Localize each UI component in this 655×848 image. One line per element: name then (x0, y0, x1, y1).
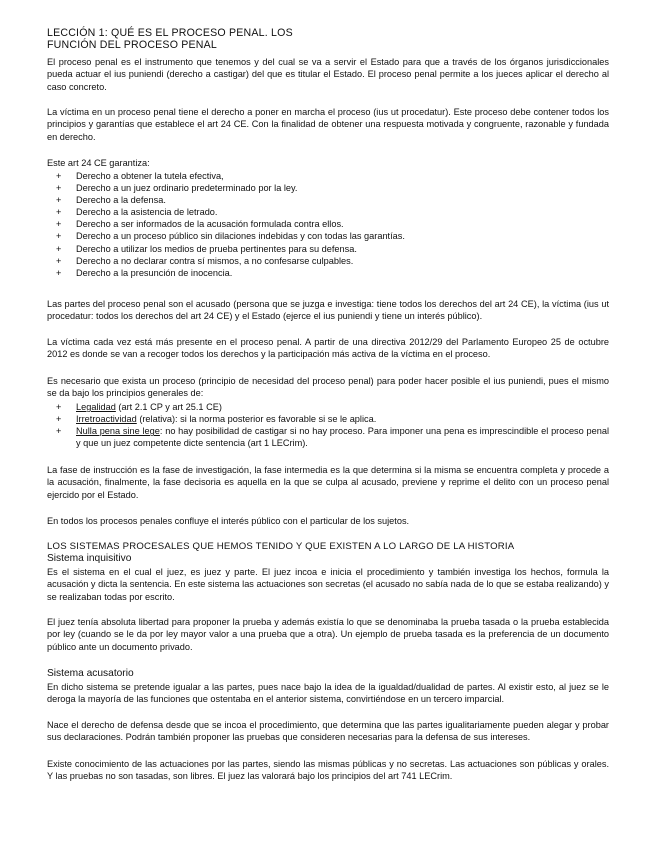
paragraph-accusatory-1: En dicho sistema se pretende igualar a las partes, pues nace bajo la idea de la igualdad/dualidad de partes. Al existir esto, al juez se le deroga la mayoría de las funciones que ostentaba en el anterior sistema, convirtiéndose en un tercero imparcial. (47, 682, 609, 705)
paragraph-accusatory-3: Existe conocimiento de las actuaciones por las partes, siendo las mismas públicas y no secretas. Las actuaciones son públicas y orales. Y las pruebas no son tasadas, son libres. El juez las valorará bajo los principios del art 741 LECrim. (47, 759, 609, 782)
paragraph-inquisitive-2: El juez tenía absoluta libertad para proponer la prueba y además existía lo que se denominaba la prueba tasada o la prueba establecida por ley (cuando se le da por ley mayor valor a una prueba que a otra). Un ejemplo de prueba tasada es la preferencia de un documento público ante un documento privado. (47, 617, 609, 652)
systems-heading: LOS SISTEMAS PROCESALES QUE HEMOS TENIDO Y QUE EXISTEN A LO LARGO DE LA HISTORIA (47, 541, 515, 552)
lesson-title-line-2: FUNCIÓN DEL PROCESO PENAL (47, 39, 218, 52)
paragraph-victim-presence: La víctima cada vez está más presente en el proceso penal. A partir de una directiva 2012/29 del Parlamento Europeo 25 de octubre 2012 es donde se van a recoger todos los derechos y la participación más activa de la víctima en el proceso. (47, 337, 609, 360)
list-item: + Derecho a ser informados de la acusación formulada contra ellos. (56, 219, 344, 230)
accusatory-title: Sistema acusatorio (47, 668, 134, 679)
principles-list (56, 401, 609, 449)
paragraph-phases: La fase de instrucción es la fase de investigación, la fase intermedia es la que determina si la misma se encuentra completa y procede a la acusación, finalmente, la fase decisoria es aquella en la que se culpa al acusado, previene y reprime el delito con un proceso penal ejercido por el Estado. (47, 465, 609, 500)
principle-term: Legalidad (76, 402, 116, 412)
list-item: + Derecho a un juez ordinario predeterminado por la ley. (56, 183, 298, 194)
list-item: + Derecho a un proceso público sin dilaciones indebidas y con todas las garantías. (56, 231, 405, 242)
list-item: + Nulla pena sine lege: no hay posibilidad de castigar si no hay proceso. Para imponer una pena es imprescindible el proceso penal y que un juez competente dicte sentencia (art 1 LECrim). (56, 426, 609, 449)
inquisitive-title: Sistema inquisitivo (47, 553, 132, 564)
principle-term: Nulla pena sine lege (76, 426, 160, 437)
paragraph-definition: El proceso penal es el instrumento que tenemos y del cual se va a servir el Estado para que a través de los órganos jurisdiccionales pueda actuar el ius puniendi (derecho a castigar) del que es titular el Estado. El proceso penal permite a los jueces aplicar el derecho al caso concreto. (47, 57, 609, 92)
paragraph-inquisitive-1: Es el sistema en el cual el juez, es juez y parte. El juez incoa e inicia el procedimiento y también investiga los hechos, formula la acusación y dicta la sentencia. En este sistema las actuaciones son secretas (el acusado no sabía nada de lo que se estaba realizando) y se realizaban todas por escrito. (47, 567, 609, 602)
list-item: + Derecho a la defensa. (56, 195, 166, 206)
bullet-icon: + (56, 414, 62, 425)
paragraph-victim-rights: La víctima en un proceso penal tiene el derecho a poner en marcha el proceso (ius ut procedatur). Este proceso debe contener todos los principios y garantías que establece el art 24 CE. Con la finalidad de obtener una respuesta motivada y congruente, razonable y fundada en derecho. (47, 107, 609, 142)
bullet-icon: + (56, 207, 62, 218)
bullet-icon: + (56, 171, 62, 181)
list-item: + Derecho a utilizar los medios de prueba pertinentes para su defensa. (56, 243, 357, 254)
list-item: + Derecho a la asistencia de letrado. (56, 207, 218, 218)
guarantees-list (56, 170, 609, 279)
bullet-icon: + (56, 402, 62, 412)
lesson-title-line-1: LECCIÓN 1: QUÉ ES EL PROCESO PENAL. LOS (47, 27, 293, 39)
list-item: + Derecho a obtener la tutela efectiva, (56, 171, 224, 181)
paragraph-necessity: Es necesario que exista un proceso (principio de necesidad del proceso penal) para poder hacer posible el ius puniendi, pues el mismo se da bajo los principios generales de: (47, 376, 609, 399)
bullet-icon: + (56, 219, 62, 230)
bullet-icon: + (56, 231, 62, 242)
paragraph-public-interest: En todos los procesos penales confluye el interés público con el particular de los sujetos. (47, 516, 410, 526)
list-item: + Derecho a no declarar contra sí mismos, a no confesarse culpables. (56, 255, 354, 266)
bullet-icon: + (56, 183, 62, 194)
list-item: + Irretroactividad (relativa): si la norma posterior es favorable si se le aplica. (56, 414, 377, 425)
list-item: + Derecho a la presunción de inocencia. (56, 267, 233, 278)
bullet-icon: + (56, 195, 62, 206)
guarantees-intro: Este art 24 CE garantiza: (47, 158, 150, 168)
paragraph-parties: Las partes del proceso penal son el acusado (persona que se juzga e investiga: tiene todos los derechos del art 24 CE), la víctima (ius ut procedatur: todos los derechos del art 24 CE) y el Estado (ejerce el ius puniendi y tiene un interés público). (47, 299, 609, 322)
bullet-icon: + (56, 267, 62, 278)
list-item: + Legalidad (art 2.1 CP y art 25.1 CE) (56, 402, 222, 412)
principle-term: Irretroactividad (76, 414, 137, 425)
lesson-title (47, 27, 609, 52)
paragraph-accusatory-2: Nace el derecho de defensa desde que se incoa el procedimiento, que determina que las partes igualitariamente pueden alegar y probar sus declaraciones. Podrán también proponer las pruebas que consideren necesarias para la defensa de sus intereses. (47, 720, 609, 743)
bullet-icon: + (56, 426, 62, 437)
bullet-icon: + (56, 243, 62, 254)
bullet-icon: + (56, 255, 62, 266)
